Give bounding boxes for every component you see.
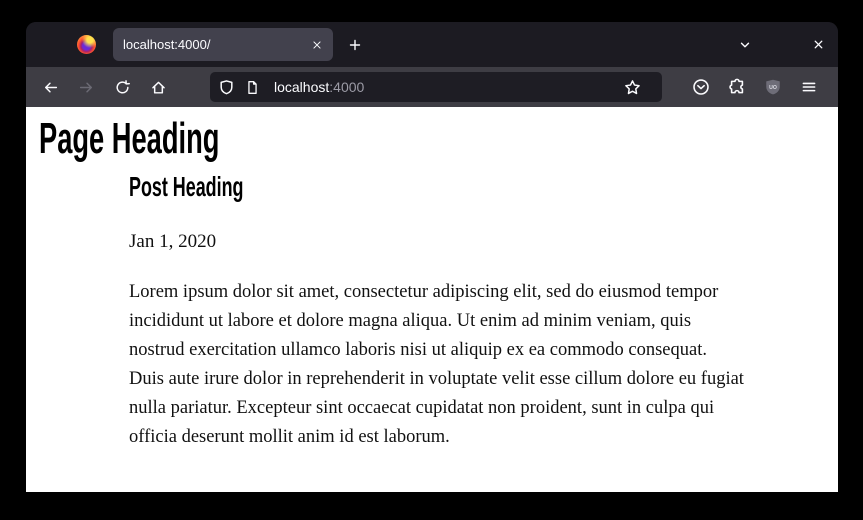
url-port: :4000 [329,79,365,95]
post-body-line: nostrud exercitation ullamco laboris nisi ut aliquip ex ea commodo consequat. [129,340,707,360]
tab-title: localhost:4000/ [123,37,211,52]
home-button[interactable] [144,73,172,101]
url-host: localhost [274,79,330,95]
pocket-icon [692,78,710,96]
star-icon [624,79,641,96]
ublock-badge-text: UO [769,84,777,91]
navigation-toolbar [26,67,838,107]
close-icon [310,38,324,52]
site-info-button[interactable] [245,80,260,95]
puzzle-piece-icon [728,78,746,96]
extensions-button[interactable] [722,73,752,101]
post-heading: Post Heading [129,171,244,202]
url-text[interactable] [274,79,618,95]
pocket-button[interactable] [686,73,716,101]
url-bar[interactable] [210,72,662,102]
chevron-down-icon [737,37,753,53]
plus-icon [347,37,363,53]
tab-close-button[interactable] [305,33,329,57]
page-viewport [26,107,838,492]
post-date: Jan 1, 2020 [129,231,217,252]
shield-icon [218,79,235,96]
post-body-line: Duis aute irure dolor in reprehenderit in voluptate velit esse cillum dolore eu fugiat [129,369,744,389]
bookmark-button[interactable] [618,73,646,101]
post-body-line: nulla pariatur. Excepteur sint occaecat cupidatat non proident, sunt in culpa qui [129,398,715,418]
hamburger-menu-icon [800,78,818,96]
tab-bar [26,22,838,67]
back-button[interactable] [36,73,64,101]
reload-button[interactable] [108,73,136,101]
app-menu-button[interactable] [794,73,824,101]
arrow-right-icon [78,79,95,96]
home-icon [150,79,167,96]
browser-window [26,22,838,492]
post-article [129,171,838,452]
toolbar-right-icons [686,73,824,101]
ublock-origin-button[interactable] [758,73,788,101]
page-heading: Page Heading [39,114,220,163]
post-body-line: Lorem ipsum dolor sit amet, consectetur adipiscing elit, sed do eiusmod tempor [129,282,719,302]
post-body [129,278,838,452]
new-tab-button[interactable] [341,31,369,59]
firefox-logo-icon[interactable] [77,35,96,54]
tracking-protection-button[interactable] [218,79,235,96]
close-icon [811,37,826,52]
window-close-button[interactable] [804,31,832,59]
arrow-left-icon [42,79,59,96]
ublock-shield-icon [764,78,782,96]
tab-list-dropdown-button[interactable] [731,31,759,59]
post-body-line: incididunt ut labore et dolore magna aliqua. Ut enim ad minim veniam, quis [129,311,692,331]
reload-icon [114,79,131,96]
tab-localhost[interactable] [113,28,333,61]
page-icon [245,80,260,95]
forward-button[interactable] [72,73,100,101]
post-body-line: officia deserunt mollit anim id est laborum. [129,427,450,447]
